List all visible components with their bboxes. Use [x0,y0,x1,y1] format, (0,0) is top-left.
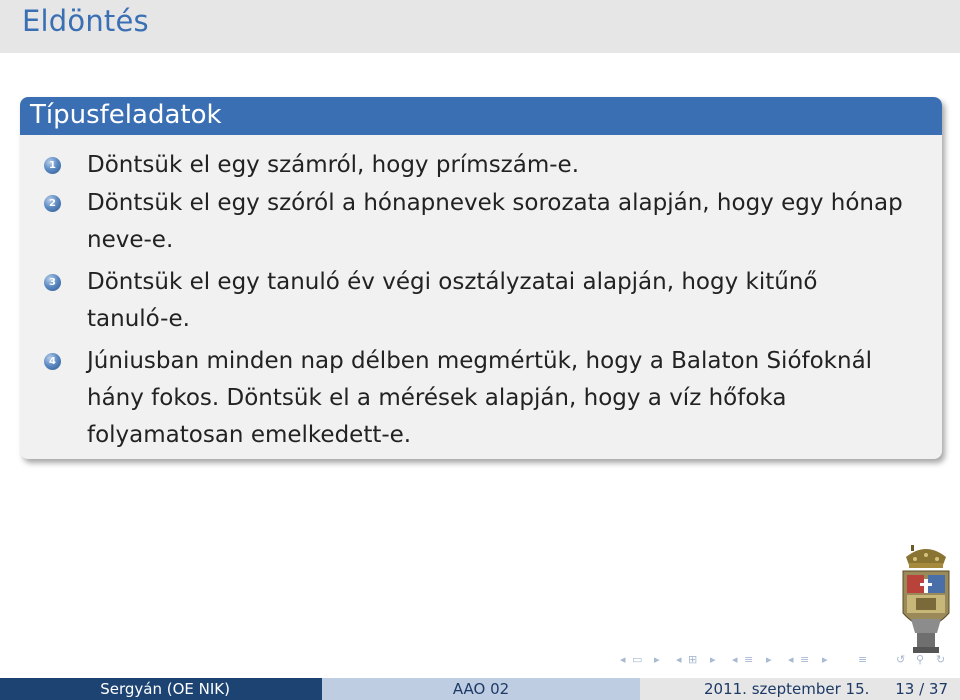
footer-author: Sergyán (OE NIK) [100,680,230,698]
nav-next-icon[interactable]: ▸ [822,653,828,666]
item-line: Döntsük el egy számról, hogy prímszám-e. [87,152,580,178]
nav-first-icon[interactable]: ◂ [620,653,626,666]
item-line: Döntsük el egy tanuló év végi osztályzatai alapján, hogy kitűnő [87,269,818,295]
search-back-icon[interactable]: ↻ [936,653,946,666]
beamer-navigation [620,653,955,669]
item-text [87,185,937,259]
nav-first-icon[interactable]: ◂ [732,653,738,666]
item-line: hány fokos. Döntsük el a mérések alapján, hogy a víz hőfoka [87,385,787,411]
nav-first-icon[interactable]: ◂ [788,653,794,666]
footer [0,678,960,700]
nav-next-icon[interactable]: ▸ [766,653,772,666]
item-number-ball: 3 [44,274,61,291]
item-number-ball: 1 [44,157,61,174]
nav-prev-icon[interactable]: ▸ [654,653,660,666]
search-icon[interactable]: ⚲ [916,653,925,666]
item-text [87,147,937,184]
nav-next-icon[interactable]: ◂ [676,653,682,666]
footer-date-cell [640,678,960,700]
frame-title: Eldöntés [22,4,149,38]
seal-icon [897,543,955,655]
nav-section-icon[interactable]: ⊞ [688,653,698,666]
footer-course: AAO 02 [452,680,510,698]
footer-course-cell [322,678,640,700]
item-number-ball: 4 [44,353,61,370]
item-number-ball: 2 [44,195,61,212]
search-back-icon[interactable]: ↺ [896,653,906,666]
frame-title-bar [0,0,960,53]
item-text [87,343,937,454]
block-typical-tasks [20,97,942,459]
footer-page-number: 13 / 37 [895,680,948,698]
nav-prev-icon[interactable]: ▸ [710,653,716,666]
item-line: Júniusban minden nap délben megmértük, hogy a Balaton Siófoknál [87,348,873,374]
item-line: tanuló-e. [87,306,190,332]
footer-author-cell [0,678,322,700]
footer-date: 2011. szeptember 15. [704,680,870,698]
nav-frame-icon[interactable]: ▭ [632,653,643,666]
item-line: Döntsük el egy szóról a hónapnevek sorozata alapján, hogy egy hónap [87,190,903,216]
item-text [87,264,937,338]
block-title: Típusfeladatok [30,100,222,130]
nav-align-icon[interactable]: ≡ [858,653,868,666]
block-title-bar [20,97,942,135]
nav-subsection-icon[interactable]: ≡ [800,653,810,666]
nav-subsection-icon[interactable]: ≡ [744,653,754,666]
item-line: folyamatosan emelkedett-e. [87,422,412,448]
item-line: neve-e. [87,227,174,253]
